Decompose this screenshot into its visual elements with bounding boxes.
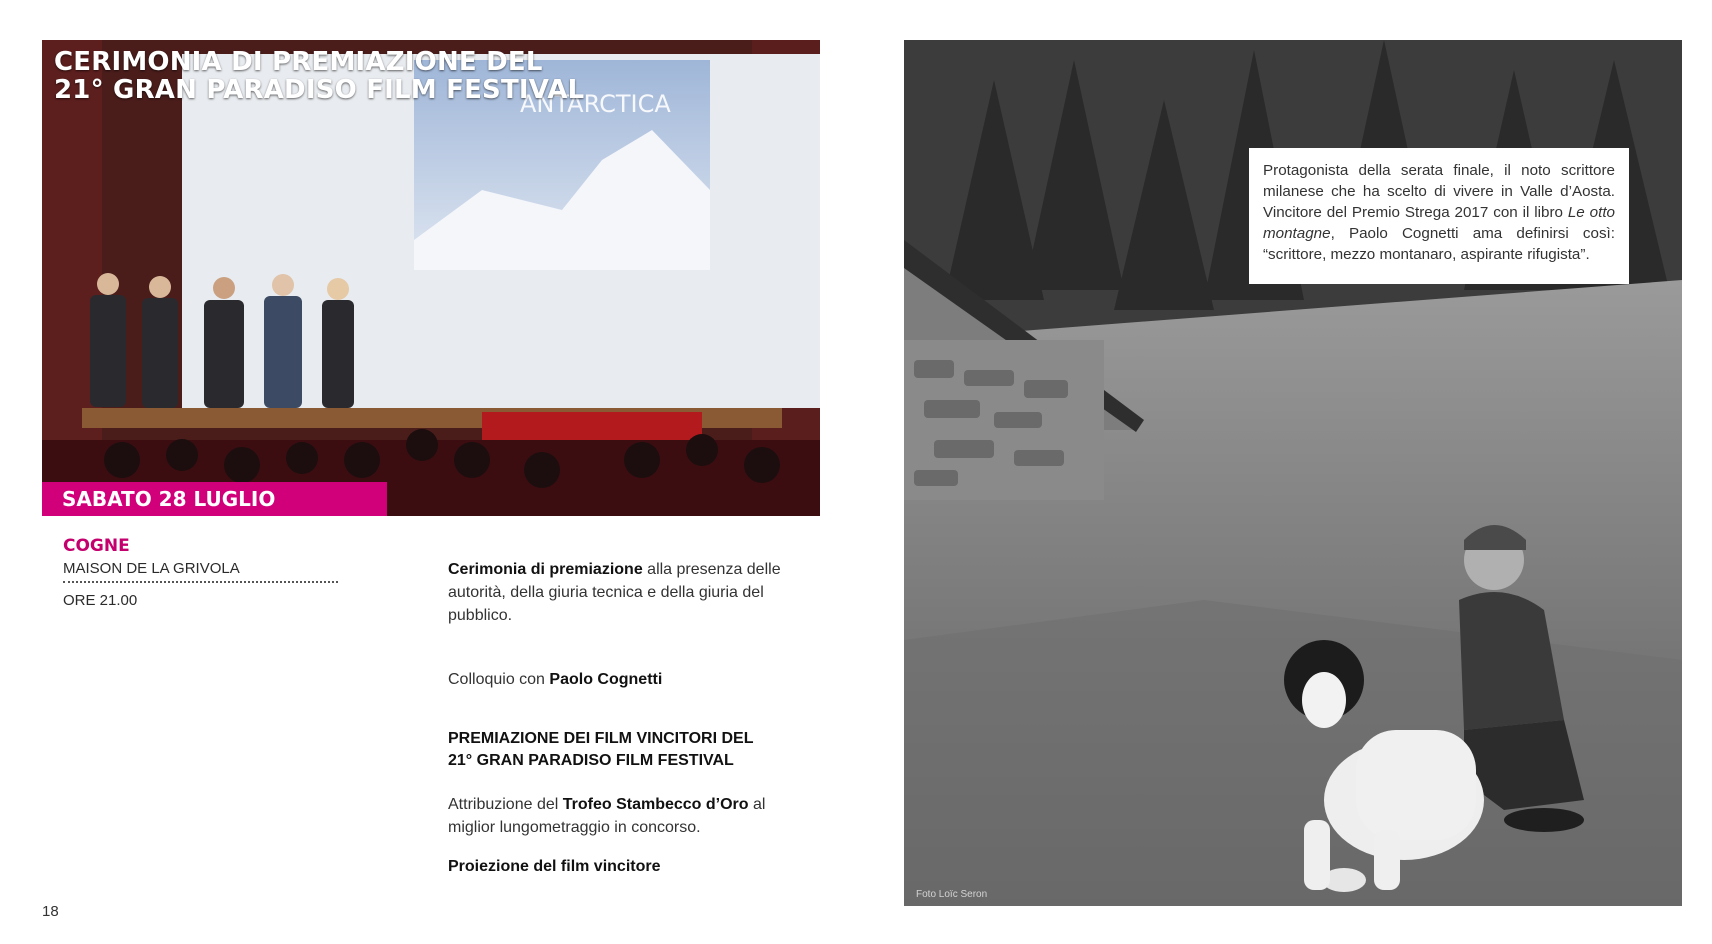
book-title: Le otto montagne — [1263, 204, 1615, 242]
trophy-name: Trofeo Stambecco d’Oro — [562, 796, 749, 813]
program-paragraph-ceremony — [448, 558, 803, 627]
venue-name: MAISON DE LA GRIVOLA — [63, 560, 338, 583]
location-block — [63, 536, 338, 609]
screen-title: ANTARCTICA — [520, 90, 671, 118]
city-name: COGNE — [63, 536, 130, 556]
ceremony-photo — [42, 40, 820, 516]
quote-part1: Protagonista della serata finale, il noto scrittore milanese che ha scelto di vivere in Valle d’Aosta. Vincitore del Premio Strega 2017 con il libro — [1263, 162, 1615, 221]
quote-box — [1249, 148, 1629, 284]
ceremony-bold: Cerimonia di premiazione — [448, 561, 643, 578]
photo-credit: Foto Loïc Seron — [916, 889, 988, 900]
event-time: ORE 21.00 — [63, 592, 138, 609]
screening-bold: Proiezione del film vincitore — [448, 858, 661, 875]
program-paragraph-screening — [448, 855, 803, 878]
event-date: SABATO 28 LUGLIO — [62, 487, 276, 511]
stage-illustration — [42, 40, 820, 516]
date-banner — [42, 482, 387, 516]
ceremony-rest: alla presenza delle autorità, della giuria tecnica e della giuria del pubblico. — [448, 561, 781, 624]
awards-line1: PREMIAZIONE DEI FILM VINCITORI DEL — [448, 730, 754, 747]
event-title-line2: 21° GRAN PARADISO FILM FESTIVAL — [54, 75, 585, 105]
event-title-line1: CERIMONIA DI PREMIAZIONE DEL — [54, 47, 543, 77]
program-paragraph-trophy — [448, 793, 803, 839]
page-number: 18 — [42, 903, 59, 920]
event-title — [54, 48, 584, 104]
quote-text — [1263, 160, 1615, 265]
trophy-plain1: Attribuzione del — [448, 796, 563, 813]
trophy-plain2: al miglior lungometraggio in concorso. — [448, 796, 766, 836]
program-paragraph-talk — [448, 668, 803, 691]
quote-part2: , Paolo Cognetti ama definirsi così: “scrittore, mezzo montanaro, aspirante rifugista”. — [1263, 225, 1615, 263]
awards-line2: 21° GRAN PARADISO FILM FESTIVAL — [448, 752, 734, 769]
program-paragraph-awards — [448, 728, 803, 772]
talk-guest: Paolo Cognetti — [549, 671, 663, 688]
talk-plain: Colloquio con — [448, 671, 550, 688]
